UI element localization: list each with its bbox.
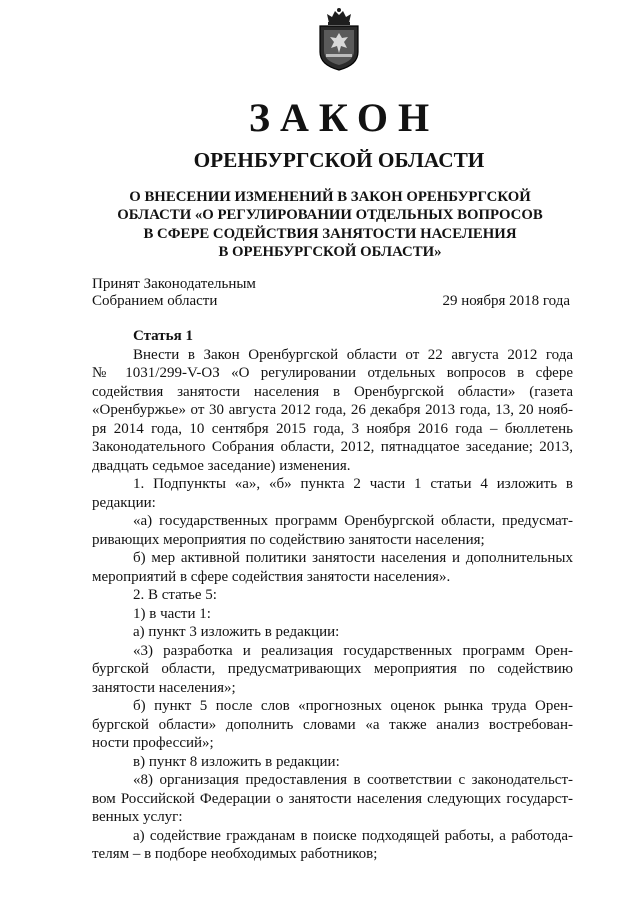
article-heading: Статья 1 [133, 328, 193, 344]
article-body [92, 327, 573, 864]
paragraph-line: двадцать седьмое заседание) изменения. [92, 457, 351, 474]
article-paragraph [92, 642, 573, 698]
article-paragraph [92, 753, 573, 772]
paragraph-line: № 1031/299-V-ОЗ «О регулировании отдельных вопросов в сфере [92, 365, 573, 381]
coat-of-arms-icon [318, 7, 360, 71]
adoption-line-2: Собранием области [92, 293, 218, 309]
paragraph-line: б) пункт 5 после слов «прогнозных оценок рынка труда Орен- [133, 698, 573, 714]
article-paragraph [92, 346, 573, 476]
article-paragraph [92, 512, 573, 549]
paragraph-line: «Оренбуржье» от 30 августа 2012 года, 26 декабря 2013 года, 13, 20 нояб- [92, 402, 573, 418]
paragraph-line: «а) государственных программ Оренбургской области, предусмат- [133, 513, 573, 529]
subtitle-line: В ОРЕНБУРГСКОЙ ОБЛАСТИ» [218, 243, 442, 260]
adoption-row [92, 276, 570, 293]
adoption-line-1: Принят Законодательным [92, 276, 256, 292]
document-title: ЗАКОН [248, 95, 440, 140]
article-paragraph [92, 475, 573, 512]
subtitle-line: ОБЛАСТИ «О РЕГУЛИРОВАНИИ ОТДЕЛЬНЫХ ВОПРОСОВ [117, 207, 543, 224]
paragraph-line: бургской области, предусматривающих мероприятия по содействию [92, 661, 573, 677]
article-paragraph [92, 771, 573, 827]
paragraph-line: а) содействие гражданам в поиске подходящей работы, а работода- [133, 827, 573, 844]
crown-icon [327, 8, 351, 25]
adoption-date: 29 ноября 2018 года [442, 293, 570, 309]
subtitle-line: В СФЕРЕ СОДЕЙСТВИЯ ЗАНЯТОСТИ НАСЕЛЕНИЯ [143, 225, 517, 242]
paragraph-line: телям – в подборе необходимых работников; [92, 846, 378, 862]
adoption-block [92, 276, 570, 310]
paragraph-line: а) пункт 3 изложить в редакции: [133, 624, 340, 640]
paragraph-line: в) пункт 8 изложить в редакции: [133, 753, 340, 770]
article-paragraph [92, 549, 573, 586]
paragraph-line: 1) в части 1: [133, 605, 211, 622]
law-subtitle [92, 188, 568, 261]
paragraph-line: 2. В статье 5: [133, 587, 217, 603]
article-paragraph [92, 605, 573, 624]
shield-band [326, 54, 352, 57]
paragraph-line: Внести в Закон Оренбургской области от 22 августа 2012 года [133, 346, 573, 363]
paragraph-line: содействия занятости населения в Оренбургской области» (газета [92, 383, 573, 400]
paragraph-line: ности профессий»; [92, 735, 214, 751]
paragraph-line: б) мер активной политики занятости населения и дополнительных [133, 550, 573, 566]
paragraph-line: занятости населения»; [92, 679, 236, 696]
subtitle-line: О ВНЕСЕНИИ ИЗМЕНЕНИЙ В ЗАКОН ОРЕНБУРГСКОЙ [129, 189, 531, 205]
article-paragraph [92, 586, 573, 605]
paragraph-line: «8) организация предоставления в соответствии с законодательст- [133, 772, 573, 788]
paragraph-line: ривающих мероприятия по содействию занятости населения; [92, 531, 485, 548]
adoption-row [92, 293, 570, 310]
article-paragraph [92, 623, 573, 642]
paragraph-line: вом Российской Федерации о занятости населения следующих государст- [92, 790, 573, 807]
paragraph-line: бургской области» дополнить словами «а также анализ востребован- [92, 716, 573, 733]
paragraph-line: мероприятий в сфере содействия занятости населения». [92, 568, 451, 585]
article-paragraph [92, 827, 573, 864]
paragraph-line: венных услуг: [92, 809, 183, 825]
region-name: ОРЕНБУРГСКОЙ ОБЛАСТИ [193, 148, 485, 172]
paragraph-line: ря 2014 года, 10 сентября 2015 года, 3 ноября 2016 года – бюллетень [92, 420, 573, 437]
paragraph-line: редакции: [92, 494, 156, 511]
paragraph-line: Законодательного Собрания области, 2012, пятнадцатое заседание; 2013, [92, 439, 573, 455]
paragraph-line: 1. Подпункты «а», «б» пункта 2 части 1 статьи 4 изложить в [133, 476, 573, 492]
article-paragraph [92, 697, 573, 753]
paragraph-line: «3) разработка и реализация государственных программ Орен- [133, 642, 573, 659]
